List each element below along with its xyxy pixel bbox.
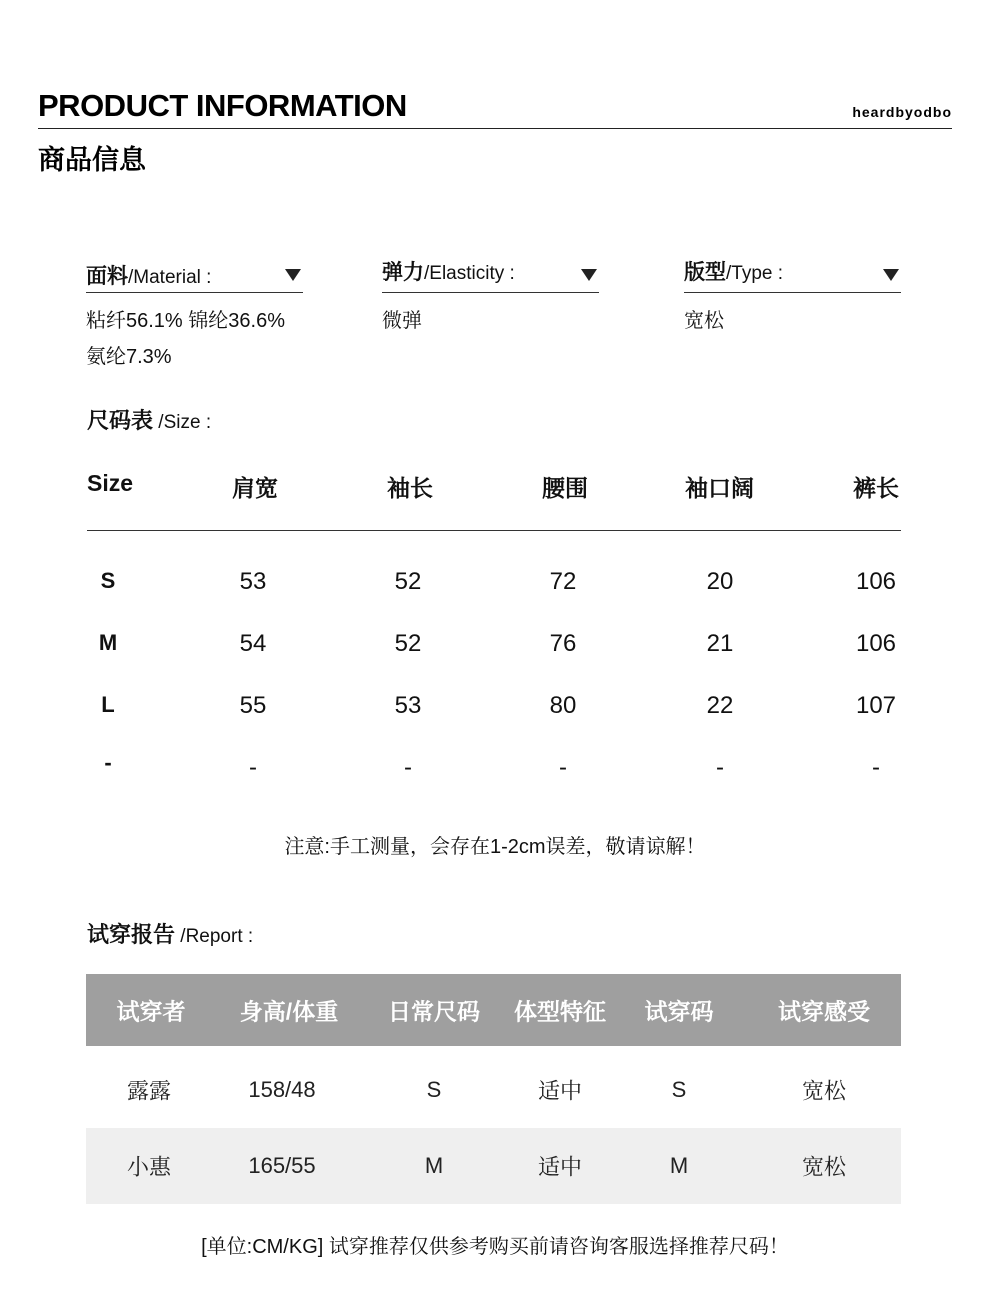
size-header-sleeve: 袖长 (387, 475, 433, 501)
size-table-divider (87, 530, 901, 531)
size-cell: - (872, 754, 880, 781)
measurement-note: 注意:手工测量，会存在1-2cm误差，敬请谅解！ (284, 836, 706, 858)
attribute-header (86, 260, 303, 293)
page-title-en: PRODUCT INFORMATION (38, 88, 407, 123)
report-label-cn: 试穿报告 (87, 922, 176, 947)
size-cell: 106 (855, 630, 897, 657)
attribute-label-en: /Elasticity : (424, 263, 515, 284)
report-cell: 158/48 (248, 1077, 316, 1102)
size-label-en: /Size : (153, 412, 212, 433)
report-cell: M (424, 1153, 444, 1178)
size-header-size: Size (87, 470, 134, 496)
attribute-material (86, 260, 303, 375)
size-cell: 20 (706, 568, 734, 595)
attribute-label-en: /Type : (726, 263, 784, 284)
attribute-value-line2: 氨纶7.3% (86, 346, 172, 368)
size-header-waist: 腰围 (542, 475, 588, 501)
size-cell: - (559, 754, 567, 781)
size-cell-size: - (104, 750, 112, 775)
attribute-header (684, 256, 901, 293)
table-row (86, 1128, 901, 1204)
report-header-try-size: 试穿码 (644, 998, 714, 1025)
report-cell: 小惠 (126, 1154, 172, 1180)
attribute-label-en: /Material : (128, 267, 212, 288)
report-header-feeling: 试穿感受 (778, 998, 870, 1025)
size-cell: 107 (855, 692, 897, 719)
report-table (86, 974, 901, 1204)
brand-logo-text: heardbyodbo (852, 104, 952, 120)
size-cell-size: S (100, 568, 116, 593)
attribute-elasticity (382, 256, 599, 339)
table-row (86, 1052, 901, 1128)
size-cell: 72 (549, 568, 577, 595)
attribute-value: 宽松 (684, 310, 724, 332)
size-cell: 54 (239, 630, 267, 657)
size-cell: 106 (855, 568, 897, 595)
report-cell: S (671, 1077, 687, 1102)
report-cell: 露露 (126, 1078, 172, 1104)
footer-disclaimer: [单位:CM/KG] 试穿推荐仅供参考购买前请咨询客服选择推荐尺码！ (201, 1236, 789, 1258)
size-section-label (87, 404, 211, 435)
size-cell: 53 (394, 692, 422, 719)
report-label-en: /Report : (175, 926, 254, 947)
size-cell: - (716, 754, 724, 781)
title-divider (38, 128, 952, 129)
attribute-type (684, 256, 901, 339)
size-cell-size: L (101, 692, 115, 717)
report-cell: 宽松 (801, 1154, 847, 1180)
size-cell: 52 (394, 568, 422, 595)
size-label-cn: 尺码表 (87, 408, 154, 433)
size-cell: 53 (239, 568, 267, 595)
report-header-body-type: 体型特征 (514, 998, 606, 1025)
report-section-label (87, 918, 253, 949)
size-header-shoulder: 肩宽 (232, 475, 278, 501)
report-cell: 165/55 (248, 1153, 316, 1178)
triangle-down-icon (883, 269, 899, 281)
report-cell: M (669, 1153, 689, 1178)
attribute-value: 微弹 (382, 310, 422, 332)
page-title-cn: 商品信息 (38, 145, 146, 175)
size-cell: - (249, 754, 257, 781)
triangle-down-icon (285, 269, 301, 281)
size-cell-size: M (98, 630, 118, 655)
report-cell: S (426, 1077, 442, 1102)
report-cell: 适中 (537, 1154, 583, 1180)
attribute-label-cn: 面料 (86, 265, 128, 288)
attribute-label-cn: 版型 (684, 261, 726, 284)
report-header-usual-size: 日常尺码 (388, 998, 480, 1025)
report-cell: 宽松 (801, 1078, 847, 1104)
report-table-header (86, 974, 901, 1046)
triangle-down-icon (581, 269, 597, 281)
size-cell: 22 (706, 692, 734, 719)
size-cell: 76 (549, 630, 577, 657)
report-header-height-weight: 身高/体重 (239, 998, 339, 1025)
report-header-tester: 试穿者 (116, 998, 186, 1025)
size-cell: - (404, 754, 412, 781)
attribute-header (382, 256, 599, 293)
size-cell: 21 (706, 630, 734, 657)
attribute-value: 粘纤56.1% 锦纶36.6% (86, 310, 285, 332)
size-header-pants-length: 裤长 (853, 475, 899, 501)
size-cell: 52 (394, 630, 422, 657)
report-cell: 适中 (537, 1078, 583, 1104)
size-cell: 55 (239, 692, 267, 719)
attribute-label-cn: 弹力 (382, 261, 424, 284)
size-cell: 80 (549, 692, 577, 719)
size-header-cuff: 袖口阔 (685, 475, 754, 501)
